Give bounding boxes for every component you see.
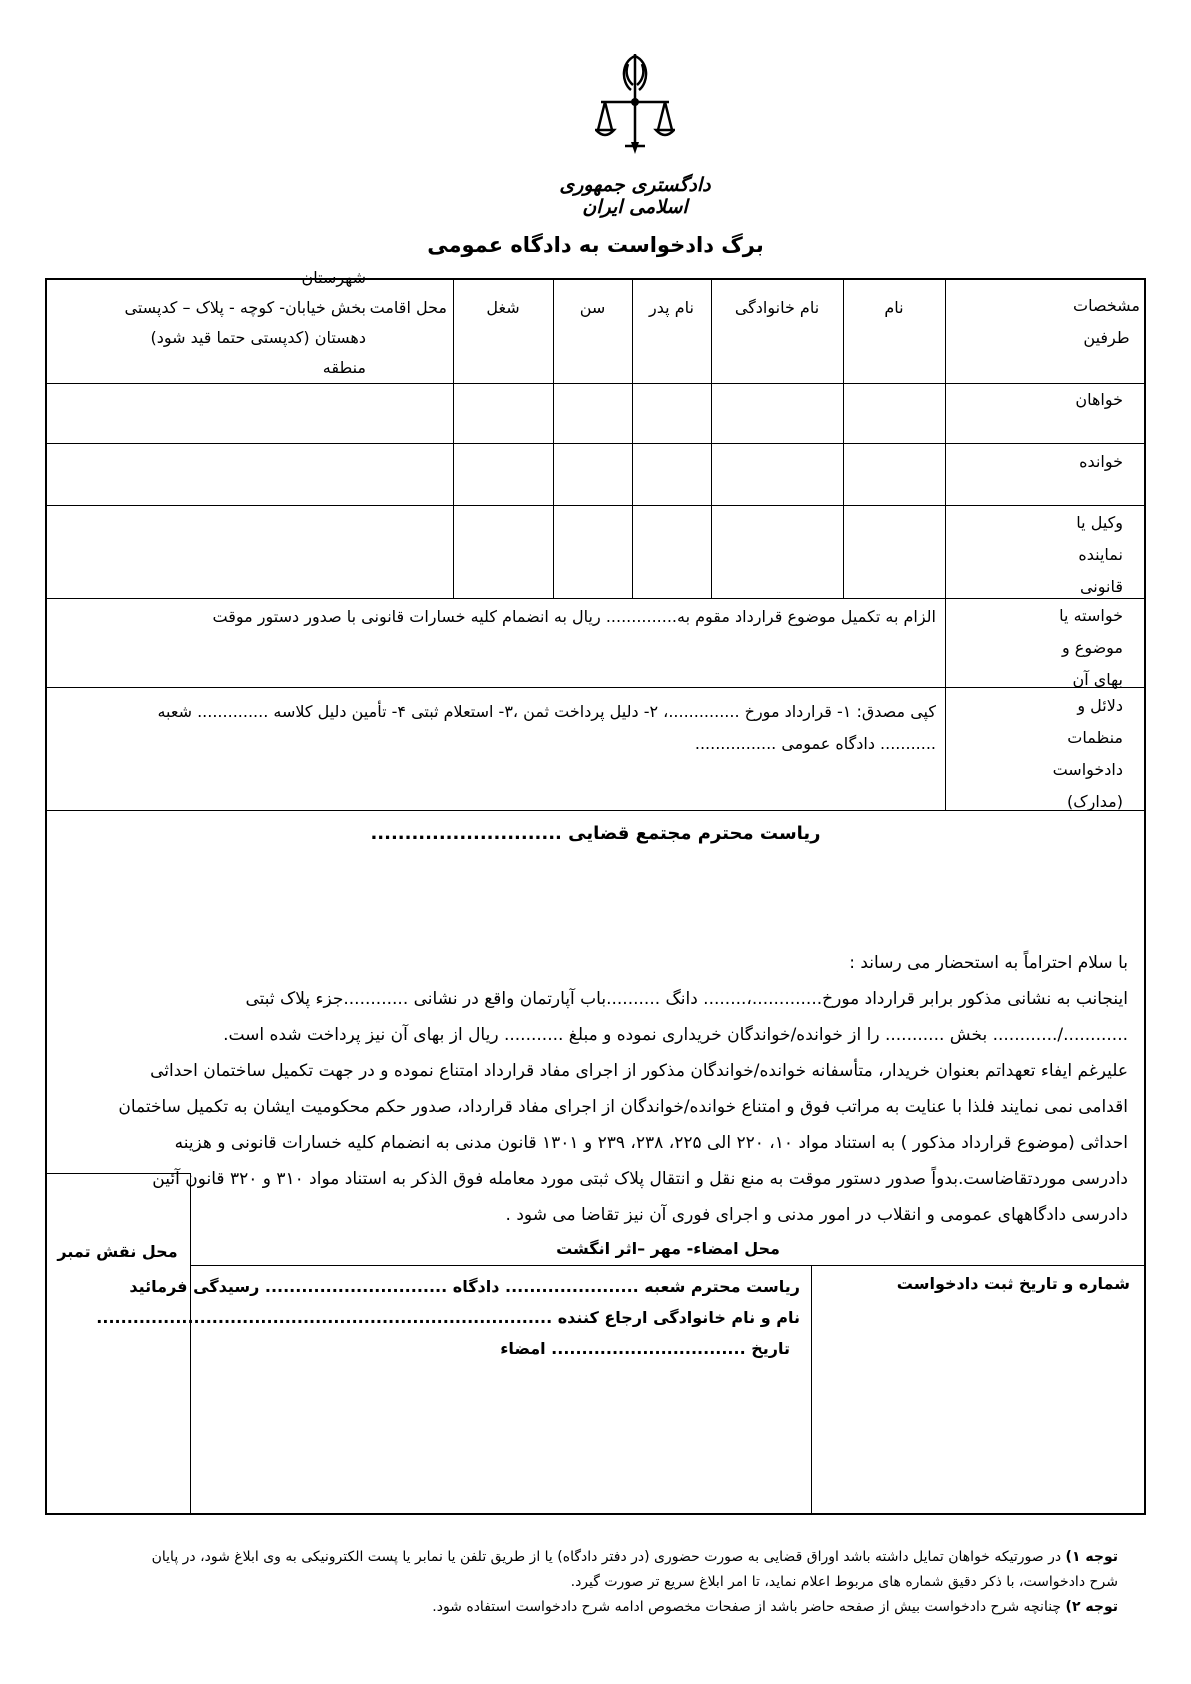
referral-line-1: ریاست محترم شعبه ...................... دادگاه .............................. رسیدگی فرمائید (129, 1277, 800, 1296)
petition-line: دادرسی موردتقاضاست.بدواً صدور دستور موقت به منع نقل و انتقال پلاک ثبتی مورد معامله فوق الذکر به استناد مواد ۳۱۰ و ۳۲۰ قانون آئین (152, 1169, 1128, 1189)
claim-label: خواسته یا موضوع و بهای آن (1059, 606, 1123, 689)
address-hint-2: بخش خیابان- کوچه - پلاک – کدپستی (124, 298, 366, 317)
col-father-name: نام پدر (649, 298, 694, 317)
row-defendant: خوانده (1079, 452, 1123, 471)
judiciary-emblem (555, 50, 715, 218)
address-hint-1: شهرستان (301, 268, 366, 287)
col-family-name: نام خانوادگی (734, 298, 820, 317)
col-parties: مشخصات طرفین (1073, 296, 1140, 347)
petition-line: اقدامی نمی نمایند فلذا با عنایت به مراتب فوق و امتناع خوانده/خواندگان از اجرای مفاد قرارداد، صدور حکم محکومیت ایشان به تکمیل ساختمان (118, 1097, 1128, 1117)
plaintiff-fields[interactable] (47, 385, 943, 442)
registration-label: شماره و تاریخ ثبت دادخواست (896, 1274, 1130, 1293)
col-age: سن (579, 298, 606, 317)
signature-place: محل امضاء- مهر –اثر انگشت (556, 1239, 780, 1258)
stamp-place: محل نقش تمبر (57, 1242, 178, 1261)
row-plaintiff: خواهان (1075, 390, 1123, 409)
referral-line-2: نام و نام خانوادگی ارجاع کننده ........................................................................... (96, 1308, 800, 1327)
petition-line: اینجانب به نشانی مذکور برابر قرارداد مورخ.............،........ دانگ ..........باب آپارتمان واقع در نشانی ............جزء پلاک ثبتی (245, 989, 1128, 1009)
claim-value: الزام به تکمیل موضوع قرارداد مقوم به.............. ریال به انضمام کلیه خسارات قانونی با صدور دستور موقت (212, 607, 936, 626)
lawyer-fields[interactable] (47, 507, 943, 597)
referral-line-3: تاریخ ................................ امضاء (500, 1339, 790, 1358)
note-1-line-2: شرح دادخواست، با ذکر دقیق شماره های مربوط اعلام نماید، تا امر ابلاغ سریع تر صورت گیرد. (570, 1574, 1118, 1590)
col-residence: محل اقامت (369, 298, 447, 317)
col-name: نام (884, 298, 904, 317)
evidence-label: دلائل و منظمات دادخواست (مدارک) (1052, 696, 1123, 811)
stamp-box[interactable] (47, 1175, 188, 1513)
emblem-caption: دادگستری جمهوری اسلامی ایران (559, 174, 711, 218)
petition-body (62, 945, 1128, 1233)
note-2: توجه ۲) چنانچه شرح دادخواست بیش از صفحه حاضر باشد از صفحات مخصوص ادامه شرح دادخواست استفاده شود. (432, 1599, 1118, 1615)
defendant-fields[interactable] (47, 445, 943, 504)
petition-line: احداثی (موضوع قرارداد مذکور ) به استناد مواد ۱۰، ۲۲۰ الی ۲۲۵، ۲۳۸، ۲۳۹ و ۱۳۰۱ قانون مدنی به انضمام کلیه خسارات قانونی و هزینه (174, 1133, 1128, 1153)
evidence-line-2: ........... دادگاه عمومی ................ (694, 734, 936, 753)
form-title: برگ دادخواست به دادگاه عمومی (427, 233, 764, 257)
address-hint-3: دهستان (کدپستی حتما قید شود) (150, 328, 366, 347)
col-occupation: شغل (486, 298, 520, 317)
petition-heading: ریاست محترم مجتمع قضایی ............................ (370, 823, 821, 844)
evidence-line-1: کپی مصدق: ۱- قرارداد مورخ ..............، ۲- دلیل پرداخت ثمن ،۳- استعلام ثبتی ۴- تأمین دلیل کلاسه .............. شعبه (157, 702, 936, 721)
petition-line: ............/............ بخش ........... را از خوانده/خواندگان خریداری نموده و مبلغ ........... ریال از بهای آن نیز پرداخت شده است. (223, 1025, 1128, 1045)
address-hint-4: منطقه (322, 358, 366, 377)
notes (60, 1545, 1118, 1620)
row-lawyer: وکیل یا نماینده قانونی (1076, 513, 1123, 596)
petition-line: دادرسی دادگاههای عمومی و انقلاب در امور مدنی و اجرای فوری آن نیز تقاضا می شود . (505, 1205, 1128, 1225)
note-1-line-1: توجه ۱) در صورتیکه خواهان تمایل داشته باشد اوراق قضایی به صورت حضوری (در دفتر دادگاه) یا از طریق تلفن یا نمابر یا پست الکترونیکی به وی ابلاغ شود، در پایان (151, 1549, 1118, 1565)
scales-of-justice-icon (595, 50, 675, 165)
petition-line: علیرغم ایفاء تعهداتم بعنوان خریدار، متأسفانه خوانده/خواندگان مذکور از اجرای مفاد قرارداد امتناع نموده و در جهت تکمیل ساختمان احداثی (150, 1061, 1128, 1081)
petition-line: با سلام احتراماً به استحضار می رساند : (849, 953, 1128, 973)
